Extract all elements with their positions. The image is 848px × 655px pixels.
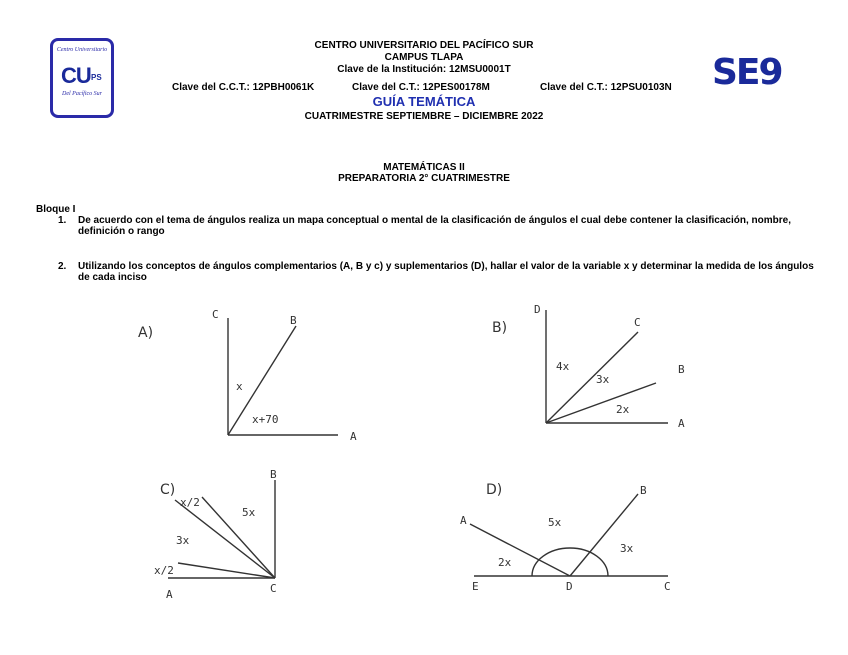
fig-d-label-2x: 2x xyxy=(498,556,512,569)
fig-d-label-3x: 3x xyxy=(620,542,634,555)
fig-a-label-x: x xyxy=(236,380,243,393)
guide-title: GUÍA TEMÁTICA xyxy=(372,94,476,109)
logo-cu-text: CU xyxy=(61,63,91,88)
logo-bottom-text: Del Pacífico Sur xyxy=(62,91,102,97)
fig-d-tag: D) xyxy=(486,482,503,498)
fig-c-label-a: A xyxy=(166,588,173,601)
clave-cct-right: Clave del C.T.: 12PSU0103N xyxy=(540,82,672,93)
clave-institucion: Clave de la Institución: 12MSU0001T xyxy=(337,64,511,75)
fig-b-label-b: B xyxy=(678,363,685,376)
clave-cct-left: Clave del C.C.T.: 12PBH0061K xyxy=(172,82,315,93)
fig-d-label-b: B xyxy=(640,484,647,497)
question-2-number: 2. xyxy=(58,261,67,272)
fig-d-label-e: E xyxy=(472,580,479,593)
fig-c-label-c: C xyxy=(270,582,277,595)
bloque-label: Bloque I xyxy=(36,204,76,215)
fig-c-label-b: B xyxy=(270,468,277,481)
fig-d-label-c: C xyxy=(664,580,671,593)
fig-c-ray-1 xyxy=(202,497,275,578)
fig-a-label-x70: x+70 xyxy=(252,413,279,426)
fig-c-label-3x: 3x xyxy=(176,534,190,547)
fig-d-label-a: A xyxy=(460,514,467,527)
fig-a-label-a: A xyxy=(350,430,357,443)
fig-c-label-x2-bottom: x/2 xyxy=(154,564,174,577)
fig-a-label-c: C xyxy=(212,308,219,321)
sep-logo: SE9 xyxy=(712,52,782,93)
question-1-text: De acuerdo con el tema de ángulos realiza un mapa conceptual o mental de la clasificación de ángulos el cual debe contener la clasificación, nombre, definición o rango xyxy=(78,215,791,237)
fig-b-label-a: A xyxy=(678,417,685,430)
question-2-text: Utilizando los conceptos de ángulos complementarios (A, B y c) y suplementarios (D), hallar el valor de la variable x y determinar la medida de los ángulos de cada inciso xyxy=(78,261,814,283)
campus-name: CAMPUS TLAPA xyxy=(384,52,464,63)
fig-d-label-d: D xyxy=(566,580,573,593)
fig-a-tag: A) xyxy=(138,325,154,341)
logo-ps-text: PS xyxy=(91,73,102,82)
fig-b-label-4x: 4x xyxy=(556,360,570,373)
fig-b-ray-b xyxy=(546,383,656,423)
fig-c-ray-2 xyxy=(175,500,275,578)
subject-name: MATEMÁTICAS II xyxy=(383,162,465,173)
institution-name: CENTRO UNIVERSITARIO DEL PACÍFICO SUR xyxy=(314,40,534,51)
fig-b-tag: B) xyxy=(492,320,508,336)
fig-b-label-d: D xyxy=(534,303,541,316)
fig-c-label-x2-top: x/2 xyxy=(180,496,200,509)
fig-c-tag: C) xyxy=(160,482,176,498)
fig-c-label-5x: 5x xyxy=(242,506,256,519)
question-1-number: 1. xyxy=(58,215,67,226)
logo-top-text: Centro Universitario xyxy=(56,47,108,53)
clave-cct-mid: Clave del C.T.: 12PES00178M xyxy=(352,82,490,93)
fig-d-label-5x: 5x xyxy=(548,516,562,529)
fig-a-label-b: B xyxy=(290,314,297,327)
fig-c-ray-3 xyxy=(178,563,275,578)
fig-b-label-c: C xyxy=(634,316,641,329)
subject-level: PREPARATORIA 2° CUATRIMESTRE xyxy=(338,173,510,184)
fig-b-label-3x: 3x xyxy=(596,373,610,386)
fig-b-label-2x: 2x xyxy=(616,403,630,416)
period: CUATRIMESTRE SEPTIEMBRE – DICIEMBRE 2022 xyxy=(304,111,544,122)
